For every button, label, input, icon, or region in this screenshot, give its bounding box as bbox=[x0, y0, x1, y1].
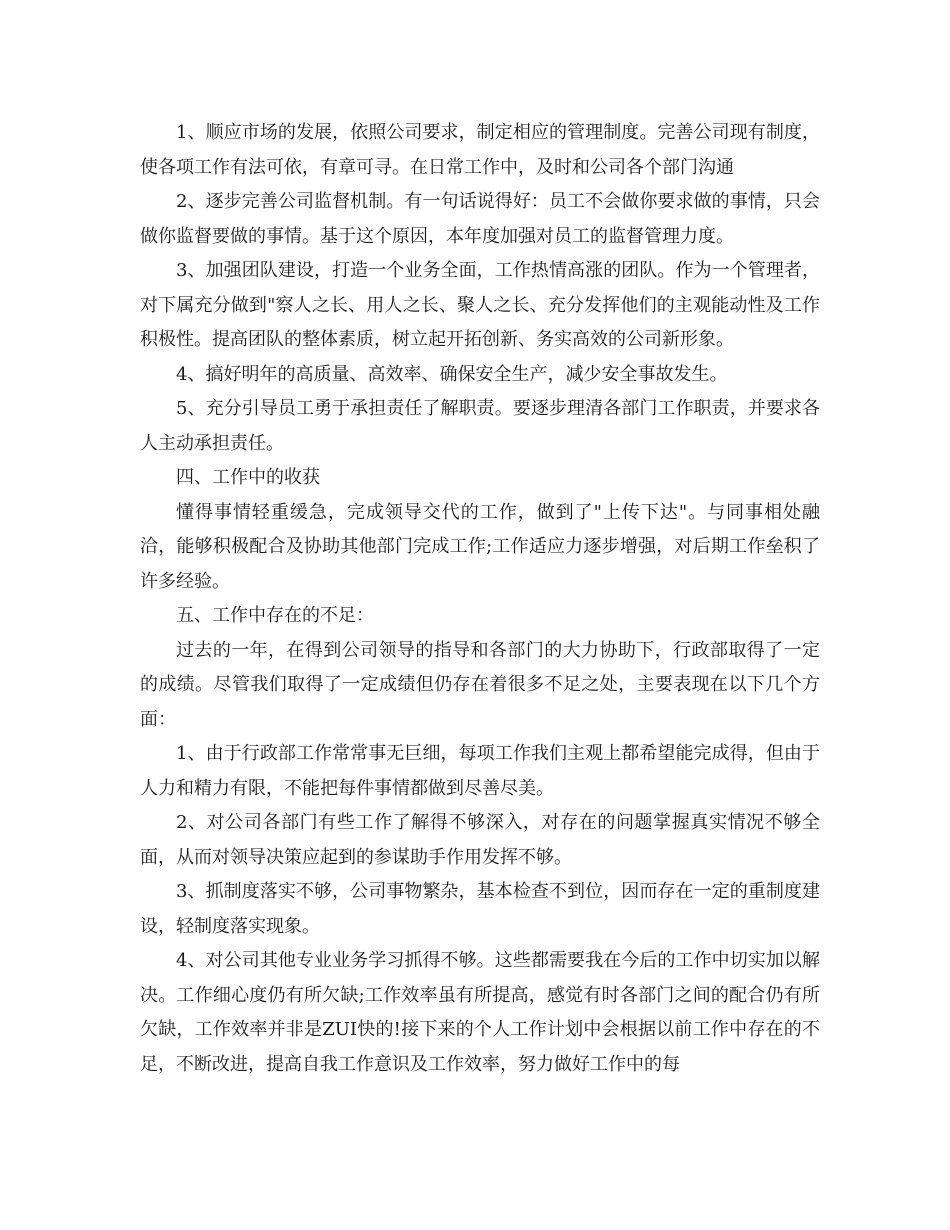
paragraph-shortcoming-1: 1、由于行政部工作常常事无巨细，每项工作我们主观上都希望能完成得，但由于人力和精力有限，不能把每件事情都做到尽善尽美。 bbox=[140, 743, 820, 799]
paragraph-gains: 懂得事情轻重缓急，完成领导交代的工作，做到了"上传下达"。与同事相处融洽，能够积极配合及协助其他部门完成工作;工作适应力逐步增强，对后期工作垒积了许多经验。 bbox=[140, 501, 820, 592]
paragraph-shortcoming-3: 3、抓制度落实不够，公司事物繁杂，基本检查不到位，因而存在一定的重制度建设，轻制度落实现象。 bbox=[140, 881, 820, 937]
paragraph-item-2: 2、逐步完善公司监督机制。有一句话说得好：员工不会做你要求做的事情，只会做你监督要做的事情。基于这个原因，本年度加强对员工的监督管理力度。 bbox=[140, 191, 820, 247]
paragraph-item-3: 3、加强团队建设，打造一个业务全面，工作热情高涨的团队。作为一个管理者，对下属充分做到"察人之长、用人之长、聚人之长、充分发挥他们的主观能动性及工作积极性。提高团队的整体素质，树立起开拓创新、务实高效的公司新形象。 bbox=[140, 260, 820, 350]
paragraph-item-1: 1、顺应市场的发展，依照公司要求，制定相应的管理制度。完善公司现有制度，使各项工作有法可依，有章可寻。在日常工作中，及时和公司各个部门沟通 bbox=[140, 122, 820, 178]
paragraph-shortcoming-4: 4、对公司其他专业业务学习抓得不够。这些都需要我在今后的工作中切实加以解决。工作细心度仍有所欠缺;工作效率虽有所提高，感觉有时各部门之间的配合仍有所欠缺，工作效率并非是ZUI快的!接下来的个人工作计划中会根据以前工作中存在的不足，不断改进，提高自我工作意识及工作效率，努力做好工作中的每 bbox=[140, 950, 820, 1075]
paragraph-item-5: 5、充分引导员工勇于承担责任了解职责。要逐步理清各部门工作职责，并要求各人主动承担责任。 bbox=[140, 398, 820, 454]
paragraph-shortcoming-2: 2、对公司各部门有些工作了解得不够深入，对存在的问题掌握真实情况不够全面，从而对领导决策应起到的参谋助手作用发挥不够。 bbox=[140, 812, 820, 868]
section-heading-shortcomings: 五、工作中存在的不足： bbox=[176, 605, 374, 626]
paragraph-item-4: 4、搞好明年的高质量、高效率、确保安全生产，减少安全事故发生。 bbox=[176, 363, 728, 385]
paragraph-shortcomings-intro: 过去的一年，在得到公司领导的指导和各部门的大力协助下，行政部取得了一定的成绩。尽管我们取得了一定成绩但仍存在着很多不足之处，主要表现在以下几个方面： bbox=[140, 639, 820, 730]
section-heading-gains: 四、工作中的收获 bbox=[176, 467, 320, 488]
document-body bbox=[140, 116, 820, 1082]
